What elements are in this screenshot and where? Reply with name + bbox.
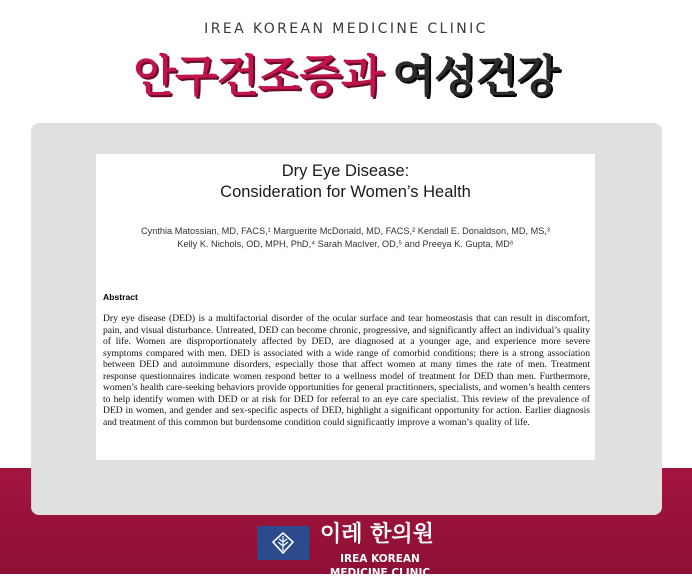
authors-line-1: Cynthia Matossian, MD, FACS,¹ Marguerite McDonald, MD, FACS,² Kendall E. Donaldson, MD, MS,³ [141, 226, 550, 236]
abstract-body: Dry eye disease (DED) is a multifactorial disorder of the ocular surface and tear homeostasis that can result in discomfort, pain, and visual disturbance. Untreated, DED can become chronic, progressive, and significantly affect an individual’s quality of life. Women are disproportionately affected by DED, are diagnosed at a younger age, and experience more severe symptoms compared with men. DED is associated with a wide range of comorbid conditions; there is a strong association between DED and autoimmune disorders, especially those that affect women at many times the rate of men. Treatment response questionnaires indicate women respond better to a wellness model of treatment for DED than men. Furthermore, women’s health care-seeking behaviors provide opportunities for general practitioners, specialists, and women’s health centers to help identify women with DED or at risk for DED for referral to an eye care specialist. This review of the prevalence of DED in women, and gender and sex-specific aspects of DED, highlight a significant opportunity for action. Earlier diagnosis and treatment of this common but burdensome condition could significantly improve a woman’s quality of life. [103, 313, 590, 428]
clinic-logo-mark [257, 526, 309, 560]
abstract-heading: Abstract [103, 292, 138, 302]
paper-authors [96, 225, 595, 251]
page-headline [0, 46, 692, 108]
headline-dry-eye: 안구건조증과 [133, 51, 383, 102]
paper-title-line-2: Consideration for Women’s Health [220, 183, 471, 201]
clinic-logo-korean: 이레 한의원 [320, 522, 434, 547]
clinic-name-header: IREA KOREAN MEDICINE CLINIC [204, 21, 488, 37]
paper-title-line-1: Dry Eye Disease: [281, 162, 410, 180]
clinic-logo-english: IREA KOREAN MEDICINE CLINIC [329, 553, 431, 579]
authors-line-2: Kelly K. Nichols, OD, MPH, PhD,⁴ Sarah MacIver, OD,⁵ and Preeya K. Gupta, MD⁶ [177, 239, 514, 249]
hanok-leaf-logo-icon [271, 532, 295, 554]
paper-title [96, 161, 595, 203]
paper-excerpt [96, 154, 595, 460]
headline-womens-health: 여성건강 [392, 51, 559, 102]
